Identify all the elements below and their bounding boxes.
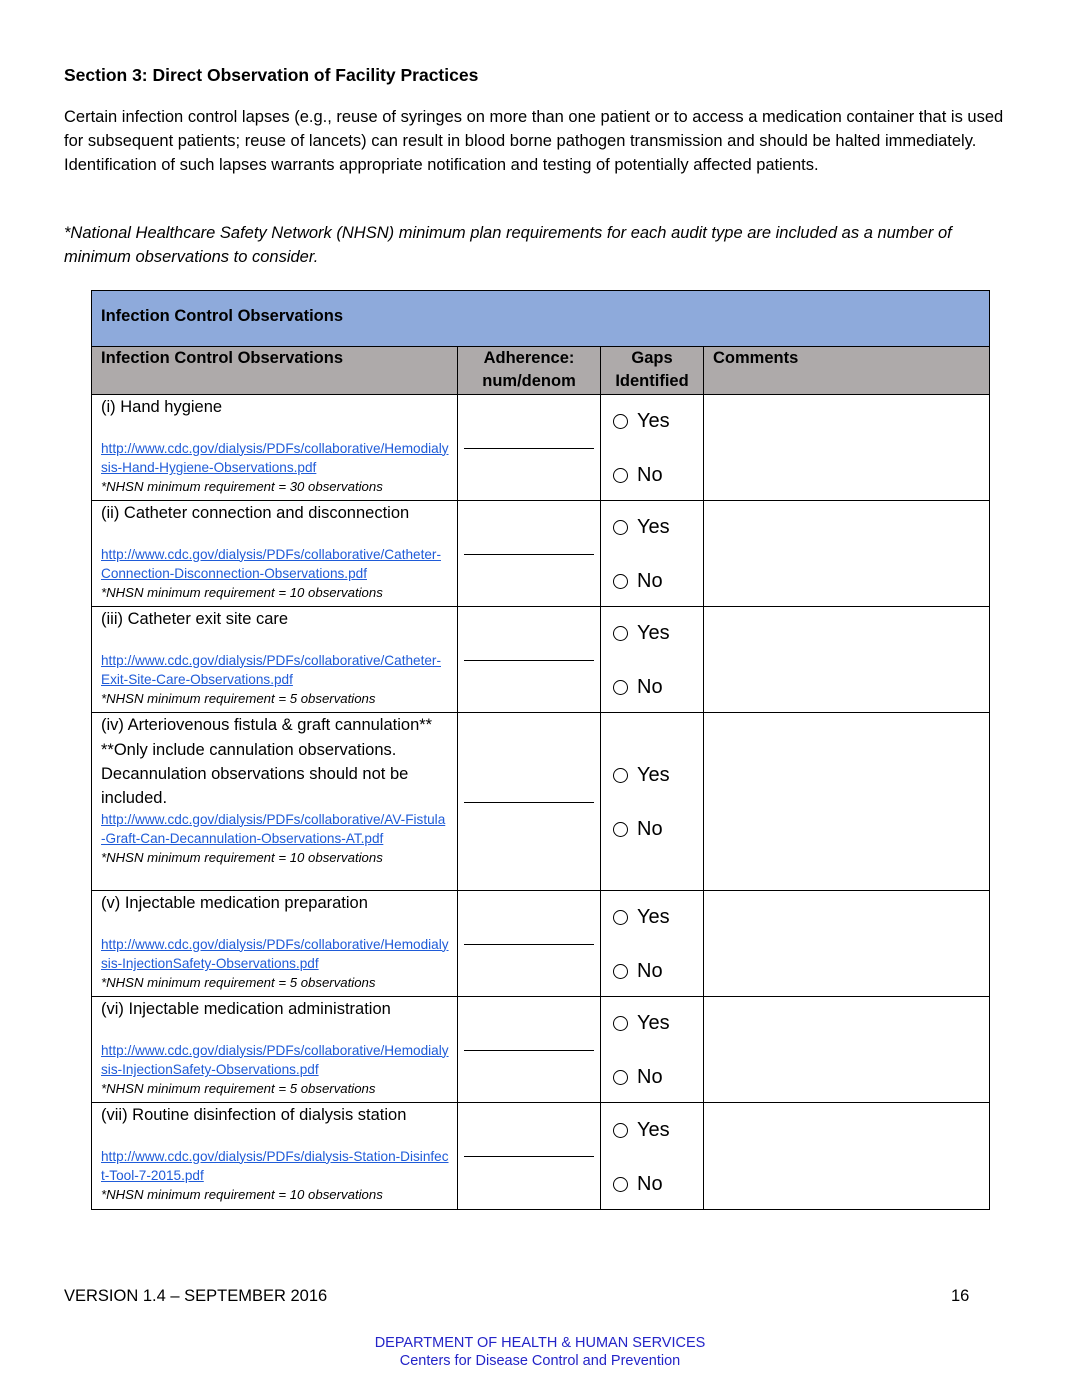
radio-no-icon[interactable] <box>613 964 628 979</box>
gaps-no-label: No <box>637 960 663 982</box>
observation-title: (ii) Catheter connection and disconnection <box>101 504 410 522</box>
header-gaps <box>601 347 704 395</box>
observation-title: (vi) Injectable medication administration <box>101 1000 391 1018</box>
gaps-no-option[interactable] <box>613 960 663 983</box>
observation-cell <box>92 607 458 713</box>
adherence-cell[interactable] <box>458 501 601 607</box>
gaps-yes-option[interactable] <box>613 516 670 539</box>
gaps-no-option[interactable] <box>613 818 663 841</box>
observation-title: (vii) Routine disinfection of dialysis station <box>101 1106 407 1124</box>
radio-yes-icon[interactable] <box>613 626 628 641</box>
intro-paragraph: Certain infection control lapses (e.g., reuse of syringes on more than one patient or to access a medication container that is used for subsequent patients; reuse of lancets) can result in blood borne pathogen transmission and should be halted immediately. Identification of such lapses warrants appropriate notification and testing of potentially affected patients. <box>64 108 1004 174</box>
nhsn-requirement: *NHSN minimum requirement = 30 observations <box>101 478 383 494</box>
radio-yes-icon[interactable] <box>613 520 628 535</box>
adherence-entry-line[interactable] <box>464 448 594 449</box>
gaps-yes-label: Yes <box>637 622 670 644</box>
adherence-cell[interactable] <box>458 395 601 501</box>
gaps-no-option[interactable] <box>613 1066 663 1089</box>
table-row <box>92 501 990 607</box>
comments-cell[interactable] <box>704 501 990 607</box>
header-gaps-line1: Gaps <box>631 349 673 367</box>
footer-dept-line1: DEPARTMENT OF HEALTH & HUMAN SERVICES <box>374 1335 706 1351</box>
observation-note: **Only include cannulation observations. Decannulation observations should not be included. <box>101 740 409 807</box>
gaps-yes-option[interactable] <box>613 1012 670 1035</box>
adherence-entry-line[interactable] <box>464 944 594 945</box>
gaps-cell <box>601 997 704 1103</box>
gaps-cell <box>601 713 704 891</box>
radio-yes-icon[interactable] <box>613 910 628 925</box>
header-adherence <box>458 347 601 395</box>
gaps-cell <box>601 395 704 501</box>
gaps-yes-label: Yes <box>637 516 670 538</box>
gaps-no-option[interactable] <box>613 676 663 699</box>
gaps-yes-option[interactable] <box>613 410 670 433</box>
adherence-cell[interactable] <box>458 997 601 1103</box>
radio-no-icon[interactable] <box>613 822 628 837</box>
observation-cell <box>92 713 458 891</box>
adherence-entry-line[interactable] <box>464 802 594 803</box>
observation-cell <box>92 891 458 997</box>
radio-no-icon[interactable] <box>613 1070 628 1085</box>
observation-tool-link[interactable]: http://www.cdc.gov/dialysis/PDFs/dialysis-Station-Disinfect-Tool-7-2015.pdf <box>101 1148 449 1183</box>
comments-cell[interactable] <box>704 891 990 997</box>
observation-cell <box>92 1103 458 1210</box>
observation-title: (i) Hand hygiene <box>101 398 223 416</box>
nhsn-requirement: *NHSN minimum requirement = 5 observations <box>101 1080 376 1096</box>
table-row <box>92 997 990 1103</box>
gaps-no-label: No <box>637 676 663 698</box>
observation-tool-link[interactable]: http://www.cdc.gov/dialysis/PDFs/collaborative/Catheter-Connection-Disconnection-Observations.pdf <box>101 546 441 581</box>
adherence-entry-line[interactable] <box>464 554 594 555</box>
table-body <box>92 395 990 1210</box>
adherence-entry-line[interactable] <box>464 1156 594 1157</box>
adherence-cell[interactable] <box>458 1103 601 1210</box>
comments-cell[interactable] <box>704 395 990 501</box>
radio-yes-icon[interactable] <box>613 1123 628 1138</box>
observation-cell <box>92 997 458 1103</box>
table-header-row <box>92 347 990 395</box>
observation-tool-link[interactable]: http://www.cdc.gov/dialysis/PDFs/collaborative/Catheter-Exit-Site-Care-Observations.pdf <box>101 652 441 687</box>
nhsn-requirement: *NHSN minimum requirement = 10 observations <box>101 1186 383 1202</box>
header-adherence-line2: num/denom <box>482 372 576 390</box>
gaps-no-label: No <box>637 818 663 840</box>
gaps-yes-label: Yes <box>637 906 670 928</box>
observation-cell <box>92 501 458 607</box>
table-row <box>92 713 990 891</box>
radio-no-icon[interactable] <box>613 1177 628 1192</box>
observation-tool-link[interactable]: http://www.cdc.gov/dialysis/PDFs/collaborative/Hemodialysis-InjectionSafety-Observations.pdf <box>101 936 449 971</box>
comments-cell[interactable] <box>704 607 990 713</box>
comments-cell[interactable] <box>704 713 990 891</box>
table-row <box>92 607 990 713</box>
gaps-no-label: No <box>637 464 663 486</box>
radio-yes-icon[interactable] <box>613 768 628 783</box>
table-title-row <box>92 291 990 347</box>
observation-tool-link[interactable]: http://www.cdc.gov/dialysis/PDFs/collaborative/Hemodialysis-InjectionSafety-Observations.pdf <box>101 1042 449 1077</box>
comments-cell[interactable] <box>704 997 990 1103</box>
page-number: 16 <box>951 1287 970 1305</box>
section-title: Section 3: Direct Observation of Facility Practices <box>64 65 479 85</box>
nhsn-requirement: *NHSN minimum requirement = 10 observations <box>101 584 383 600</box>
gaps-yes-label: Yes <box>637 410 670 432</box>
observation-title: (v) Injectable medication preparation <box>101 894 368 912</box>
gaps-no-option[interactable] <box>613 1173 663 1196</box>
radio-no-icon[interactable] <box>613 574 628 589</box>
footer-dept-line2: Centers for Disease Control and Prevention <box>399 1353 681 1369</box>
adherence-cell[interactable] <box>458 713 601 891</box>
table-row <box>92 395 990 501</box>
footer-department <box>0 1334 1080 1370</box>
nhsn-requirement: *NHSN minimum requirement = 5 observations <box>101 690 376 706</box>
gaps-no-label: No <box>637 1172 663 1195</box>
observation-title: (iv) Arteriovenous fistula & graft cannulation** <box>101 716 433 734</box>
gaps-yes-label: Yes <box>637 1118 670 1141</box>
gaps-no-label: No <box>637 570 663 592</box>
header-adherence-line1: Adherence: <box>483 349 575 367</box>
gaps-yes-option[interactable] <box>613 622 670 645</box>
radio-yes-icon[interactable] <box>613 1016 628 1031</box>
gaps-yes-option[interactable] <box>613 1119 670 1142</box>
adherence-entry-line[interactable] <box>464 1050 594 1051</box>
footer-version: VERSION 1.4 – SEPTEMBER 2016 <box>64 1287 328 1305</box>
nhsn-requirement: *NHSN minimum requirement = 5 observations <box>101 974 376 990</box>
gaps-yes-option[interactable] <box>613 906 670 929</box>
observation-cell <box>92 395 458 501</box>
gaps-yes-option[interactable] <box>613 764 670 787</box>
header-observations: Infection Control Observations <box>92 347 458 395</box>
nhsn-requirement: *NHSN minimum requirement = 10 observations <box>101 849 383 865</box>
gaps-no-option[interactable] <box>613 570 663 593</box>
gaps-yes-label: Yes <box>637 1012 670 1034</box>
observation-tool-link[interactable]: http://www.cdc.gov/dialysis/PDFs/collaborative/Hemodialysis-Hand-Hygiene-Observations.pdf <box>101 440 449 475</box>
radio-no-icon[interactable] <box>613 680 628 695</box>
radio-yes-icon[interactable] <box>613 414 628 429</box>
gaps-yes-label: Yes <box>637 764 670 786</box>
gaps-cell <box>601 501 704 607</box>
adherence-cell[interactable] <box>458 607 601 713</box>
gaps-cell <box>601 607 704 713</box>
table-row <box>92 1103 990 1210</box>
gaps-cell <box>601 1103 704 1210</box>
adherence-entry-line[interactable] <box>464 660 594 661</box>
gaps-no-option[interactable] <box>613 464 663 487</box>
adherence-cell[interactable] <box>458 891 601 997</box>
comments-cell[interactable] <box>704 1103 990 1210</box>
gaps-no-label: No <box>637 1066 663 1088</box>
observations-table <box>91 290 990 1210</box>
nhsn-note: *National Healthcare Safety Network (NHSN) minimum plan requirements for each audit type are included as a number of minimum observations to consider. <box>64 224 952 266</box>
observation-tool-link[interactable]: http://www.cdc.gov/dialysis/PDFs/collaborative/AV-Fistula-Graft-Can-Decannulation-Observations-AT.pdf <box>101 811 446 846</box>
table-row <box>92 891 990 997</box>
header-gaps-line2: Identified <box>615 372 689 390</box>
table-title: Infection Control Observations <box>92 291 990 347</box>
observation-title: (iii) Catheter exit site care <box>101 610 289 628</box>
header-comments: Comments <box>704 347 990 395</box>
radio-no-icon[interactable] <box>613 468 628 483</box>
gaps-cell <box>601 891 704 997</box>
